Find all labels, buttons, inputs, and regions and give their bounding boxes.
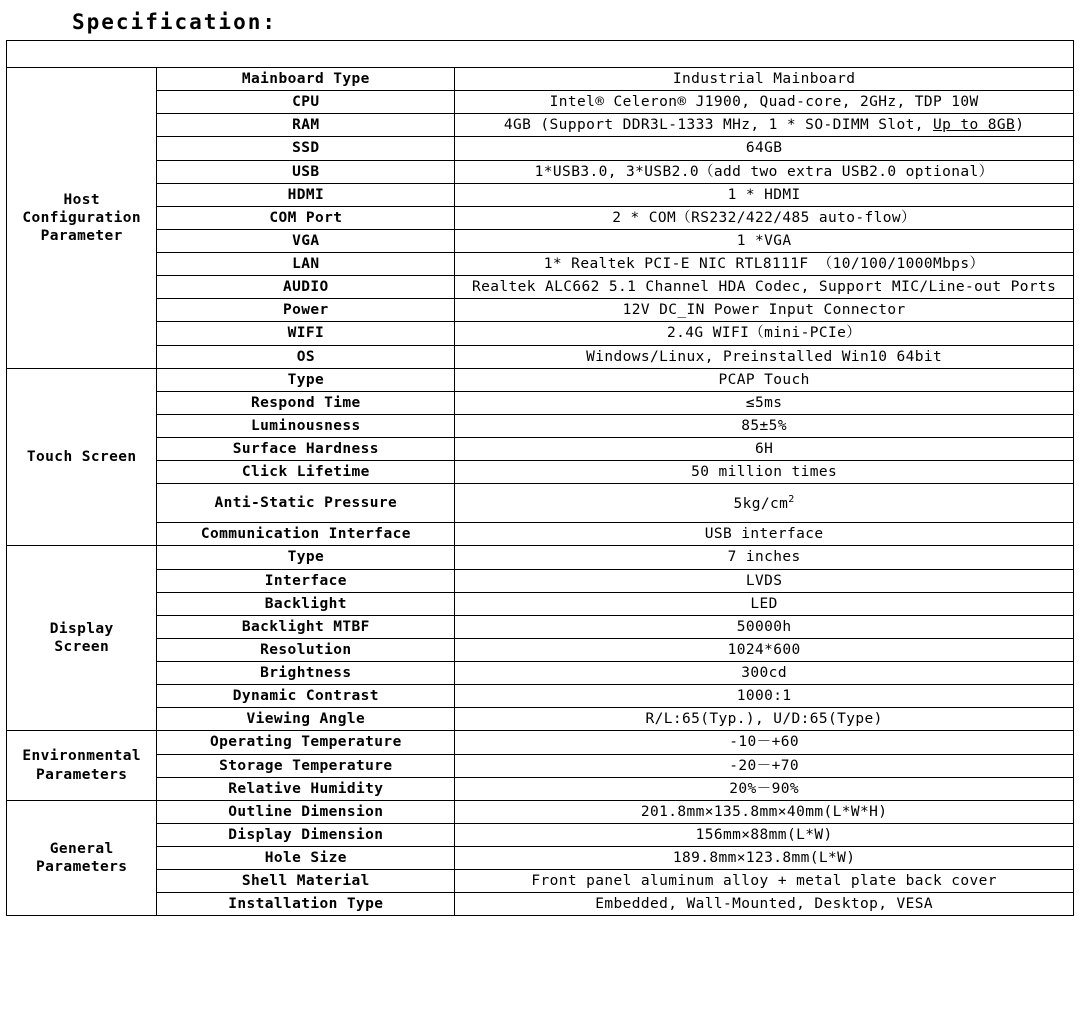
spec-item-label: WIFI (157, 322, 455, 345)
table-row (7, 276, 1074, 299)
spec-item-label: Interface (157, 569, 455, 592)
spec-item-value: Intel® Celeron® J1900, Quad-core, 2GHz, TDP 10W (455, 91, 1074, 114)
spec-item-label: Relative Humidity (157, 777, 455, 800)
spec-item-value: USB interface (455, 523, 1074, 546)
spec-item-value: Embedded, Wall-Mounted, Desktop, VESA (455, 893, 1074, 916)
underlined-text: Up to 8GB (933, 117, 1016, 134)
spec-item-label: CPU (157, 91, 455, 114)
spec-item-value: Windows/Linux, Preinstalled Win10 64bit (455, 345, 1074, 368)
table-row (7, 461, 1074, 484)
table-row (7, 160, 1074, 183)
superscript-text: 2 (788, 493, 795, 505)
spec-item-label: LAN (157, 253, 455, 276)
spec-item-label: Backlight MTBF (157, 615, 455, 638)
spec-item-value: 300cd (455, 662, 1074, 685)
spec-item-label: Outline Dimension (157, 800, 455, 823)
spec-item-value: -10－+60 (455, 731, 1074, 754)
spec-item-value: 7 inches (455, 546, 1074, 569)
spec-item-value: 4GB (Support DDR3L-1333 MHz, 1 * SO-DIMM Slot, Up to 8GB) (455, 114, 1074, 137)
spec-item-label: OS (157, 345, 455, 368)
spec-item-label: VGA (157, 229, 455, 252)
spec-item-label: Installation Type (157, 893, 455, 916)
spec-item-value: 201.8mm×135.8mm×40mm(L*W*H) (455, 800, 1074, 823)
table-row (7, 893, 1074, 916)
table-row (7, 569, 1074, 592)
specification-table (6, 40, 1074, 916)
table-spacer-cell (7, 41, 1074, 68)
table-row (7, 546, 1074, 569)
spec-item-value: 1* Realtek PCI-E NIC RTL8111F （10/100/1000Mbps） (455, 253, 1074, 276)
spec-item-value: 50000h (455, 615, 1074, 638)
spec-item-label: Anti-Static Pressure (157, 484, 455, 523)
group-label: Environmental Parameters (7, 731, 157, 800)
table-row (7, 484, 1074, 523)
table-row (7, 592, 1074, 615)
group-label: General Parameters (7, 800, 157, 916)
spec-item-label: Type (157, 368, 455, 391)
table-row (7, 299, 1074, 322)
spec-item-label: Respond Time (157, 391, 455, 414)
table-row (7, 777, 1074, 800)
table-row (7, 638, 1074, 661)
spec-item-value: $5kg/cm^2$ (455, 484, 1074, 523)
spec-item-label: Click Lifetime (157, 461, 455, 484)
spec-item-label: RAM (157, 114, 455, 137)
table-row (7, 731, 1074, 754)
spec-item-label: COM Port (157, 206, 455, 229)
table-row (7, 414, 1074, 437)
spec-item-value: 156mm×88mm(L*W) (455, 823, 1074, 846)
spec-item-value: 85±5% (455, 414, 1074, 437)
spec-item-label: Surface Hardness (157, 438, 455, 461)
table-row (7, 345, 1074, 368)
table-row (7, 322, 1074, 345)
table-row (7, 368, 1074, 391)
spec-item-value: 1*USB3.0, 3*USB2.0（add two extra USB2.0 optional） (455, 160, 1074, 183)
table-row (7, 800, 1074, 823)
spec-item-value: PCAP Touch (455, 368, 1074, 391)
spec-item-value: 1024*600 (455, 638, 1074, 661)
spec-item-value: 64GB (455, 137, 1074, 160)
spec-item-label: Operating Temperature (157, 731, 455, 754)
spec-item-label: Viewing Angle (157, 708, 455, 731)
table-row (7, 91, 1074, 114)
spec-item-value: Industrial Mainboard (455, 68, 1074, 91)
spec-item-label: Brightness (157, 662, 455, 685)
spec-item-label: Shell Material (157, 870, 455, 893)
spec-item-value: 50 million times (455, 461, 1074, 484)
table-row (7, 523, 1074, 546)
table-row (7, 615, 1074, 638)
spec-item-label: Dynamic Contrast (157, 685, 455, 708)
page-title: Specification: (72, 10, 278, 34)
table-row (7, 229, 1074, 252)
spec-item-value: 2 * COM（RS232/422/485 auto-flow） (455, 206, 1074, 229)
table-row (7, 183, 1074, 206)
spec-item-value: -20－+70 (455, 754, 1074, 777)
spec-item-label: Hole Size (157, 847, 455, 870)
table-row (7, 662, 1074, 685)
table-spacer-row (7, 41, 1074, 68)
table-row (7, 391, 1074, 414)
table-row (7, 68, 1074, 91)
spec-item-label: Backlight (157, 592, 455, 615)
table-row (7, 823, 1074, 846)
spec-item-value: 1 * HDMI (455, 183, 1074, 206)
group-label: Display Screen (7, 546, 157, 731)
table-row (7, 438, 1074, 461)
spec-item-label: Type (157, 546, 455, 569)
spec-item-value: 1 *VGA (455, 229, 1074, 252)
table-row (7, 114, 1074, 137)
spec-item-value: 2.4G WIFI（mini-PCIe） (455, 322, 1074, 345)
group-label: Host Configuration Parameter (7, 68, 157, 369)
table-row (7, 137, 1074, 160)
spec-item-label: USB (157, 160, 455, 183)
table-row (7, 847, 1074, 870)
spec-item-label: Storage Temperature (157, 754, 455, 777)
spec-item-label: Display Dimension (157, 823, 455, 846)
spec-item-label: SSD (157, 137, 455, 160)
spec-item-label: AUDIO (157, 276, 455, 299)
spec-item-label: Communication Interface (157, 523, 455, 546)
spec-item-value: R/L:65(Typ.), U/D:65(Type) (455, 708, 1074, 731)
spec-item-value: Front panel aluminum alloy + metal plate back cover (455, 870, 1074, 893)
table-row (7, 708, 1074, 731)
table-row (7, 685, 1074, 708)
spec-item-value: ≤5ms (455, 391, 1074, 414)
spec-item-value: 189.8mm×123.8mm(L*W) (455, 847, 1074, 870)
table-row (7, 870, 1074, 893)
spec-item-label: HDMI (157, 183, 455, 206)
spec-item-value: Realtek ALC662 5.1 Channel HDA Codec, Support MIC/Line-out Ports (455, 276, 1074, 299)
table-row (7, 754, 1074, 777)
spec-item-label: Resolution (157, 638, 455, 661)
group-label: Touch Screen (7, 368, 157, 546)
spec-item-value: LVDS (455, 569, 1074, 592)
spec-item-value: 20%－90% (455, 777, 1074, 800)
spec-item-label: Power (157, 299, 455, 322)
spec-item-value: 12V DC_IN Power Input Connector (455, 299, 1074, 322)
table-row (7, 206, 1074, 229)
spec-item-value: 6H (455, 438, 1074, 461)
spec-item-value: 1000:1 (455, 685, 1074, 708)
table-row (7, 253, 1074, 276)
spec-item-value: LED (455, 592, 1074, 615)
spec-item-label: Mainboard Type (157, 68, 455, 91)
spec-item-label: Luminousness (157, 414, 455, 437)
